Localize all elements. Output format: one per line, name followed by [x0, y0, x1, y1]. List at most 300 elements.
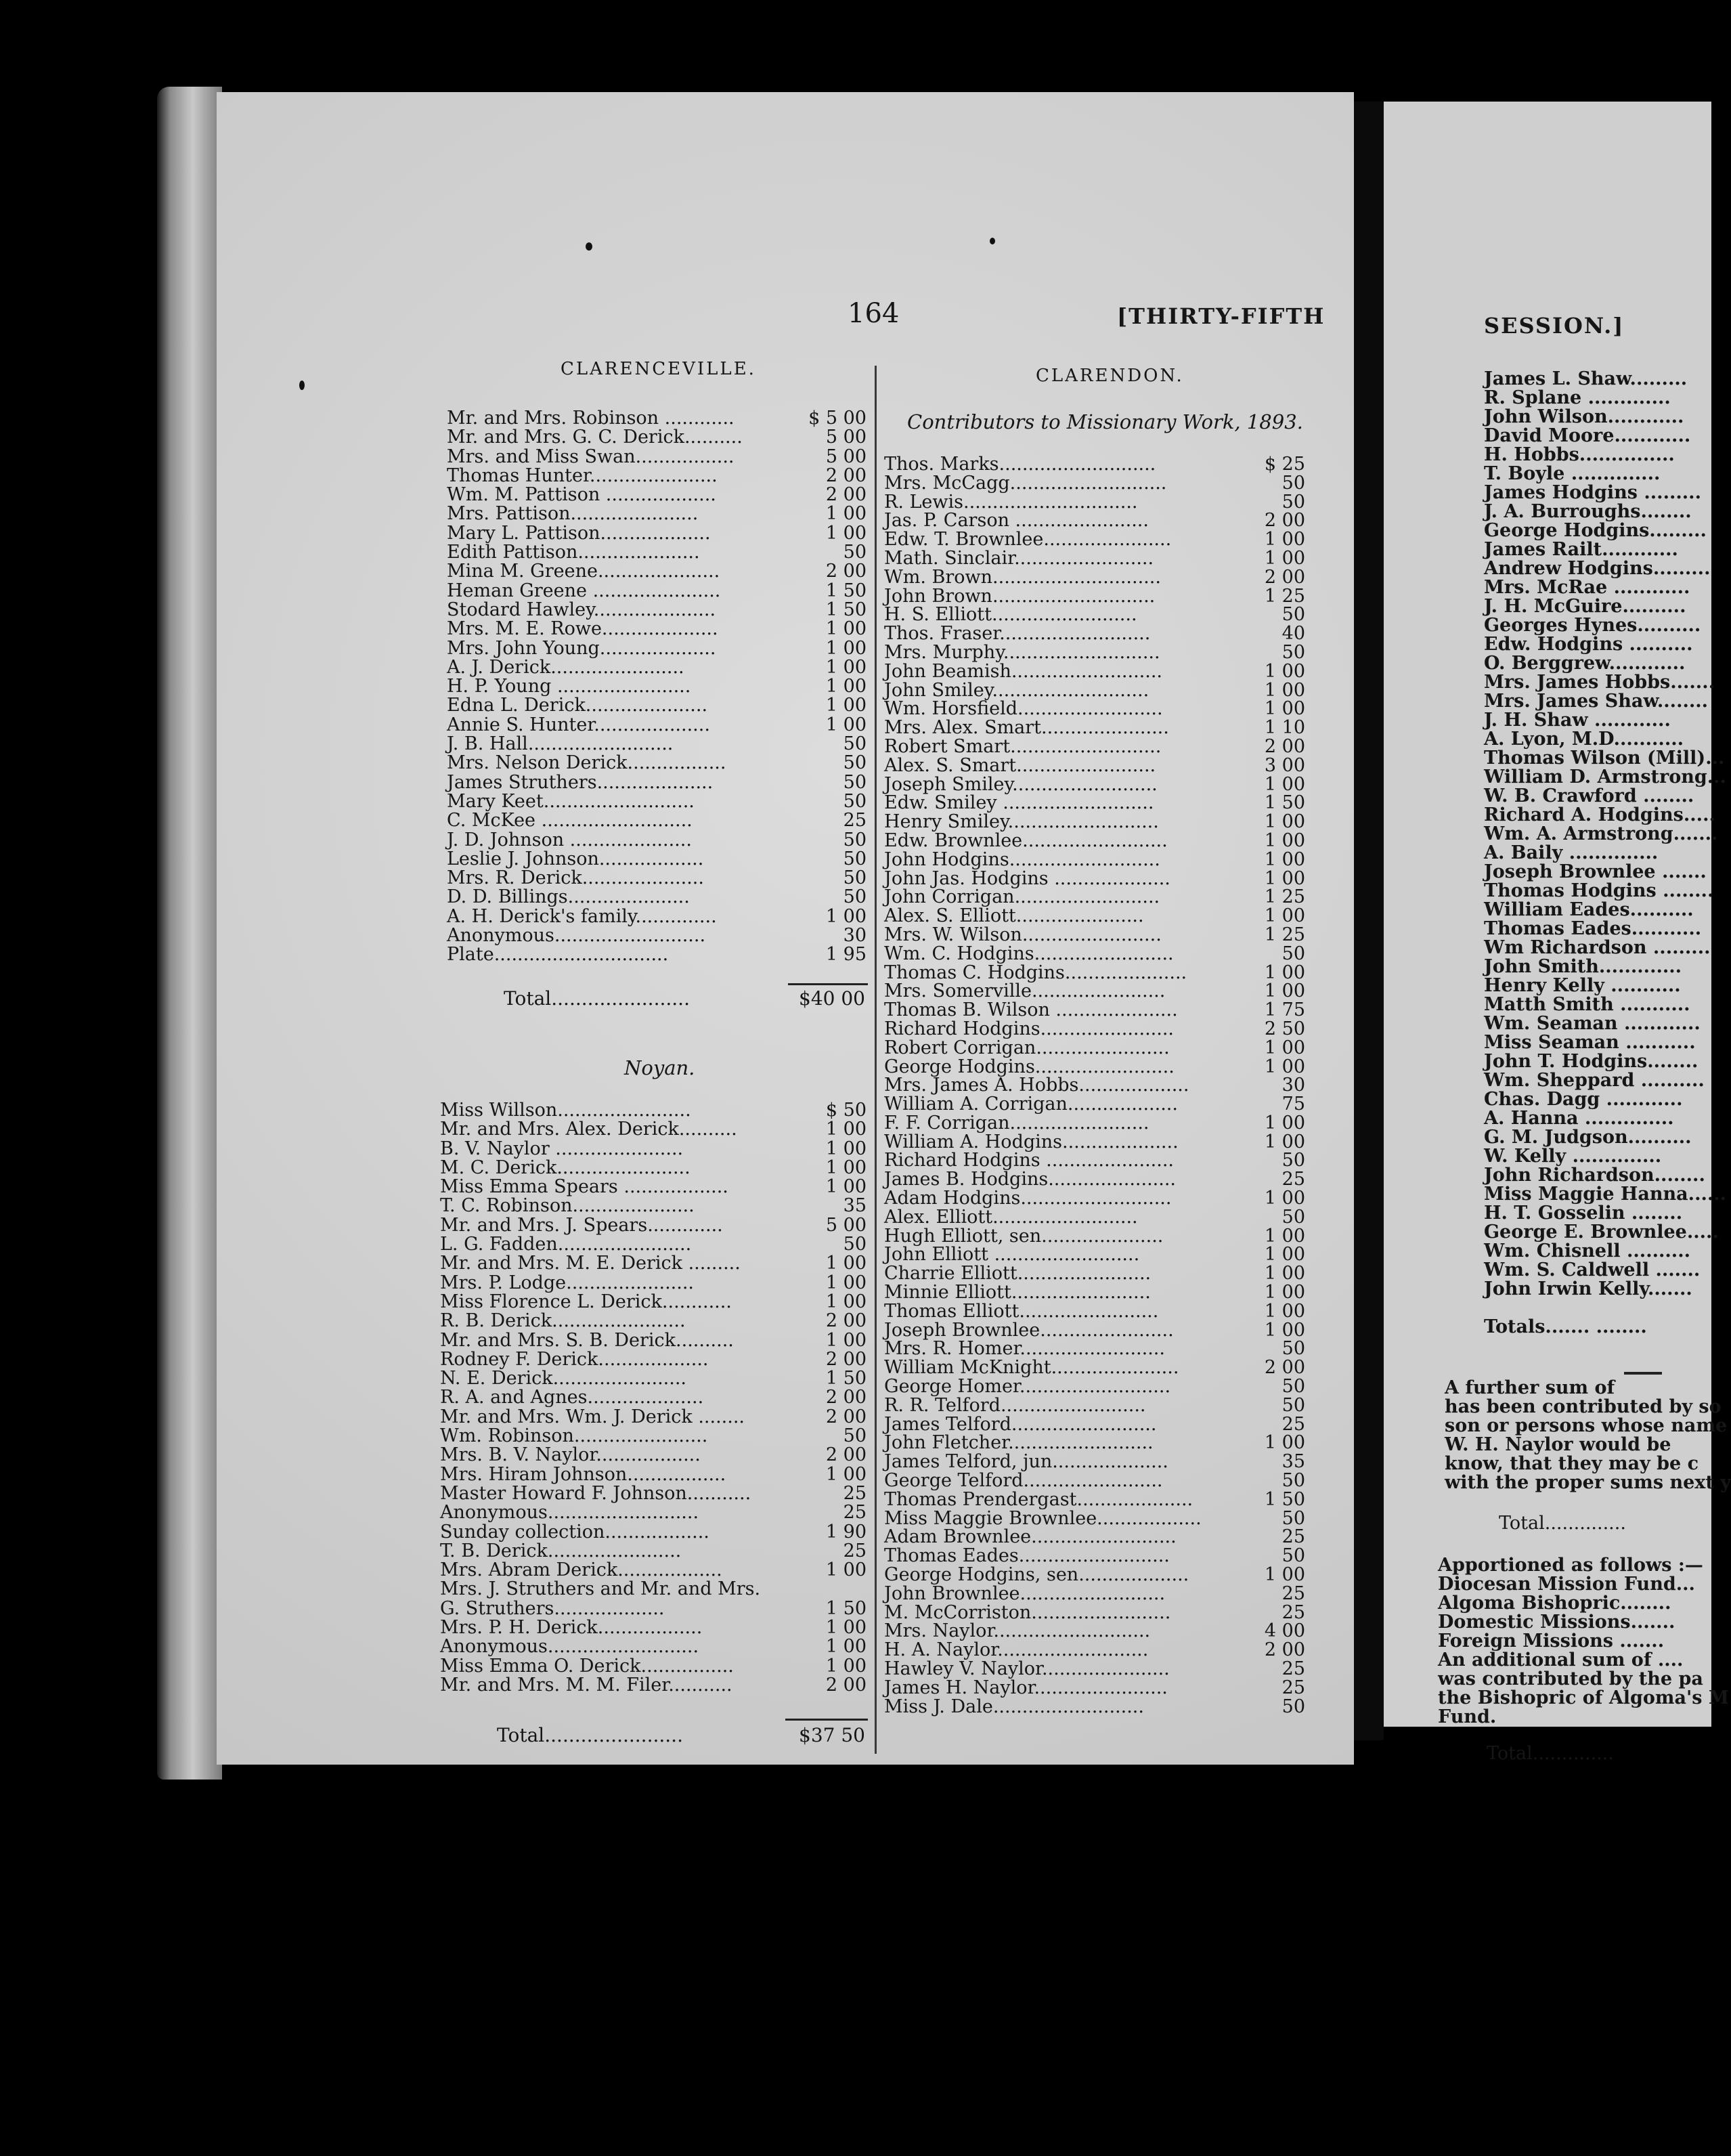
contribution-amount: 2 00	[825, 561, 867, 582]
contribution-amount: 1 00	[825, 1272, 867, 1293]
list-item	[884, 1039, 1305, 1058]
list-item	[447, 869, 867, 888]
contributor-name: Mrs. Somerville.......................	[884, 980, 1166, 1002]
contribution-amount: 2 00	[825, 484, 867, 506]
text-line: George E. Brownlee.....	[1484, 1222, 1719, 1243]
text-line: Wm Richardson .........	[1484, 937, 1711, 958]
contributor-name: Joseph Smiley.........................	[884, 773, 1158, 795]
list-item	[884, 775, 1305, 794]
list-item	[884, 1264, 1305, 1283]
contributor-name: Thomas Eades..........................	[884, 1545, 1170, 1567]
contribution-amount: 1 50	[1264, 792, 1305, 814]
contributor-name: Math. Sinclair........................	[884, 547, 1154, 569]
contribution-amount: 35	[1281, 1451, 1305, 1473]
list-item	[884, 1415, 1305, 1434]
list-item	[884, 888, 1305, 907]
contributor-name: Anonymous..........................	[440, 1502, 699, 1524]
list-item	[884, 1679, 1305, 1698]
contributor-name: R. R. Telford.........................	[884, 1394, 1146, 1416]
list-item	[884, 907, 1305, 926]
contributor-name: Wm. C. Hodgins........................	[884, 943, 1174, 964]
contribution-amount: 50	[843, 790, 867, 812]
contributor-name: G. Struthers...................	[440, 1597, 665, 1619]
list-item	[884, 982, 1305, 1001]
list-item	[884, 1509, 1305, 1528]
contributor-name: Wm. Brown.............................	[884, 566, 1161, 588]
ink-mark	[990, 238, 995, 244]
clarenceville-heading: CLARENCEVILLE.	[561, 359, 756, 379]
list-item	[440, 1599, 867, 1618]
clarendon-heading: CLARENDON.	[1036, 366, 1184, 386]
contributor-name: Edw. Smiley ..........................	[884, 792, 1154, 814]
contributor-name: Mrs. Murphy...........................	[884, 641, 1160, 663]
text-line: Fund.	[1438, 1706, 1497, 1727]
apportioned-list	[1438, 1556, 1729, 1727]
contributor-name: Adam Brownlee.........................	[884, 1526, 1177, 1548]
list-item	[447, 945, 867, 964]
contribution-amount: 50	[843, 848, 867, 869]
contribution-amount: 1 50	[825, 580, 867, 601]
text-line: Richard A. Hodgins.....	[1484, 804, 1715, 825]
contribution-amount: 25	[1281, 1677, 1305, 1698]
list-item	[884, 1339, 1305, 1358]
contributor-name: Thomas Prendergast....................	[884, 1488, 1193, 1510]
list-item	[884, 1698, 1305, 1717]
contributor-name: Thomas C. Hodgins.....................	[884, 962, 1187, 983]
contribution-amount: 1 00	[1264, 679, 1305, 701]
contribution-amount: 1 00	[1264, 547, 1305, 569]
list-item	[440, 1350, 867, 1369]
text-line: G. M. Judgson..........	[1484, 1127, 1692, 1148]
clarendon-list	[884, 455, 1305, 1716]
contributor-name: Mrs. Naylor...........................	[884, 1620, 1151, 1642]
text-line: Miss Maggie Hanna......	[1484, 1184, 1727, 1205]
contribution-amount: 1 00	[1264, 1112, 1305, 1134]
text-line: R. Splane .............	[1484, 387, 1671, 408]
contributor-name: James B. Hodgins......................	[884, 1169, 1177, 1190]
list-item	[884, 1622, 1305, 1641]
contribution-amount: 1 00	[1264, 1037, 1305, 1058]
contribution-amount: 25	[843, 810, 867, 832]
list-item	[884, 474, 1305, 493]
clarendon-subheading: Contributors to Missionary Work, 1893.	[907, 410, 1303, 433]
list-item	[447, 735, 867, 754]
contributor-name: Alex. Elliott.........................	[884, 1206, 1138, 1228]
list-item	[884, 1452, 1305, 1471]
clarenceville-total	[504, 987, 869, 1010]
contribution-amount: 1 00	[825, 1463, 867, 1485]
contributor-name: Mrs. R. Derick.....................	[447, 867, 704, 889]
contribution-amount: 1 25	[1264, 886, 1305, 908]
list-item	[884, 1245, 1305, 1264]
list-item	[884, 568, 1305, 587]
text-line: Wm. Seaman ............	[1484, 1013, 1701, 1034]
contribution-amount: 1 00	[1264, 1131, 1305, 1152]
text-line: John Smith.............	[1484, 956, 1682, 977]
text-line: John Irwin Kelly.......	[1484, 1278, 1692, 1299]
text-line: H. T. Gosselin ........	[1484, 1203, 1683, 1224]
list-item	[884, 926, 1305, 945]
contributor-name: Wm. Horsfield.........................	[884, 698, 1163, 720]
contribution-amount: 50	[1281, 1394, 1305, 1416]
list-item	[447, 773, 867, 792]
contribution-amount: 2 00	[825, 1387, 867, 1408]
list-item	[884, 662, 1305, 681]
list-item	[440, 1637, 867, 1656]
list-item	[440, 1196, 867, 1215]
text-line: Miss Seaman ...........	[1484, 1032, 1696, 1053]
contributor-name: George Homer..........................	[884, 1376, 1171, 1398]
list-item	[884, 1377, 1305, 1396]
contribution-amount: 1 00	[825, 1329, 867, 1351]
contribution-amount: 1 50	[1264, 1488, 1305, 1510]
contributor-name: John Brownlee.........................	[884, 1582, 1166, 1604]
text-line: T. Boyle ..............	[1484, 463, 1661, 484]
list-item	[440, 1657, 867, 1676]
text-line: A further sum of	[1445, 1377, 1615, 1398]
contributor-name: James H. Naylor.......................	[884, 1677, 1168, 1698]
contribution-amount: 1 00	[825, 1291, 867, 1312]
list-item	[884, 681, 1305, 700]
contributor-name: Hawley V. Naylor......................	[884, 1658, 1170, 1679]
list-item	[884, 1358, 1305, 1377]
list-item	[884, 1151, 1305, 1170]
list-item	[440, 1676, 867, 1695]
contributor-name: T. C. Robinson.....................	[440, 1195, 695, 1217]
contributor-name: Mrs. McCagg...........................	[884, 472, 1167, 494]
contribution-amount: 5 00	[825, 1214, 867, 1236]
list-item	[884, 1227, 1305, 1246]
contributor-name: George Hodgins, sen...................	[884, 1564, 1189, 1586]
text-line: Diocesan Mission Fund...	[1438, 1574, 1695, 1595]
contribution-amount: 1 00	[825, 1617, 867, 1639]
ink-mark	[586, 242, 592, 251]
list-item	[884, 605, 1305, 624]
contribution-amount: 1 00	[825, 1176, 867, 1198]
list-item	[447, 716, 867, 735]
total-label: Total.......................	[497, 1724, 683, 1746]
contributor-name: Mrs. Hiram Johnson.................	[440, 1463, 726, 1485]
text-line: has been contributed by so	[1445, 1396, 1722, 1417]
list-item	[440, 1178, 867, 1196]
contribution-amount: 1 00	[1264, 1282, 1305, 1303]
contribution-amount: 2 00	[1264, 566, 1305, 588]
text-line: Wm. Sheppard ..........	[1484, 1070, 1705, 1091]
contribution-amount: 50	[1281, 491, 1305, 513]
contributor-name: Sunday collection..................	[440, 1521, 709, 1543]
contributor-name: B. V. Naylor ......................	[440, 1138, 684, 1159]
contributor-name: Annie S. Hunter....................	[447, 714, 710, 735]
contribution-amount: 50	[1281, 1206, 1305, 1228]
list-item	[440, 1216, 867, 1235]
contribution-amount: 1 00	[1264, 867, 1305, 889]
contributor-name: Adam Hodgins..........................	[884, 1188, 1172, 1209]
contribution-amount: 1 00	[1264, 962, 1305, 983]
list-item	[440, 1427, 867, 1446]
contribution-amount: 35	[843, 1195, 867, 1217]
contributor-name: A. J. Derick.......................	[447, 656, 684, 678]
contribution-amount: 25	[1281, 1169, 1305, 1190]
text-line: W. H. Naylor would be	[1445, 1434, 1671, 1455]
contribution-amount: 1 00	[1264, 811, 1305, 833]
list-item	[884, 1133, 1305, 1152]
text-line: Chas. Dagg ............	[1484, 1089, 1683, 1110]
list-item	[447, 524, 867, 543]
text-line: William Eades..........	[1484, 899, 1694, 920]
contributor-name: John Fletcher.........................	[884, 1432, 1154, 1454]
contributor-name: Mr. and Mrs. M. M. Filer...........	[440, 1674, 732, 1696]
list-item	[447, 926, 867, 945]
contributor-name: Edw. Brownlee.........................	[884, 829, 1168, 851]
text-line: William D. Armstrong...	[1484, 767, 1726, 788]
contributor-name: Mr. and Mrs. Wm. J. Derick ........	[440, 1406, 745, 1427]
contributor-name: George Hodgins........................	[884, 1056, 1175, 1077]
contribution-amount: 1 00	[825, 676, 867, 697]
contributor-name: Edith Pattison.....................	[447, 542, 700, 563]
list-item	[440, 1120, 867, 1139]
list-item	[884, 1660, 1305, 1679]
contributor-name: Mr. and Mrs. J. Spears.............	[440, 1214, 723, 1236]
contribution-amount: 1 00	[1264, 1225, 1305, 1247]
list-item	[884, 1001, 1305, 1020]
text-line: James L. Shaw.........	[1484, 368, 1688, 389]
contributor-name: John Jas. Hodgins ....................	[884, 867, 1170, 889]
contributor-name: James Telford.........................	[884, 1413, 1157, 1435]
list-item	[884, 1114, 1305, 1133]
list-item	[884, 624, 1305, 643]
right-page	[1384, 102, 1731, 1764]
contribution-amount: 1 50	[825, 599, 867, 620]
contribution-amount: 50	[843, 733, 867, 755]
text-line: Mrs. McRae ............	[1484, 577, 1690, 598]
contributor-name: N. E. Derick.......................	[440, 1368, 686, 1389]
contributor-name: H. S. Elliott.........................	[884, 604, 1137, 626]
contribution-amount: 25	[1281, 1601, 1305, 1623]
running-head: [THIRTY-FIFTH	[1117, 303, 1325, 329]
text-line: Algoma Bishopric........	[1438, 1593, 1671, 1614]
list-item	[884, 1189, 1305, 1208]
contribution-amount: 1 00	[1264, 905, 1305, 927]
list-item	[440, 1484, 867, 1503]
text-line: Domestic Missions.......	[1438, 1612, 1675, 1633]
contributor-name: H. A. Naylor..........................	[884, 1639, 1149, 1661]
contributor-name: Minnie Elliott........................	[884, 1282, 1151, 1303]
list-item	[447, 448, 867, 467]
list-item	[884, 1283, 1305, 1302]
contributor-name: Heman Greene ......................	[447, 580, 721, 601]
list-item	[447, 677, 867, 696]
list-item	[884, 869, 1305, 888]
list-item	[884, 530, 1305, 549]
contributor-name: James Telford, jun....................	[884, 1451, 1168, 1473]
text-line: son or persons whose name	[1445, 1415, 1728, 1436]
column-rule	[875, 366, 877, 1754]
text-line: Totals....... ........	[1484, 1316, 1647, 1337]
contributor-name: James Struthers....................	[447, 771, 714, 793]
contributor-name: Alex. S. Elliott......................	[884, 905, 1144, 927]
text-line: Wm. S. Caldwell .......	[1484, 1259, 1701, 1280]
noyan-total	[497, 1724, 869, 1746]
list-item	[884, 794, 1305, 813]
contributor-name: William A. Corrigan...................	[884, 1094, 1178, 1115]
contribution-amount: $ 5 00	[808, 408, 867, 429]
contribution-amount: 1 00	[1264, 529, 1305, 551]
contributor-name: Thomas B. Wilson .....................	[884, 999, 1178, 1021]
contributor-name: J. D. Johnson .....................	[447, 829, 692, 850]
text-line: George Hodgins.........	[1484, 520, 1707, 541]
contribution-amount: 50	[843, 771, 867, 793]
contributor-name: Wm. M. Pattison ...................	[447, 484, 716, 506]
list-item	[440, 1523, 867, 1542]
contributor-name: Richard Hodgins ......................	[884, 1150, 1174, 1171]
contribution-amount: 1 00	[1264, 1432, 1305, 1454]
contributor-name: H. P. Young .......................	[447, 676, 691, 697]
page-number: 164	[848, 298, 900, 329]
ink-mark	[299, 381, 305, 390]
contribution-amount: 1 50	[825, 1368, 867, 1389]
contributor-name: Mrs. Pattison......................	[447, 503, 699, 525]
total-rule	[1624, 1372, 1662, 1375]
list-item	[884, 643, 1305, 662]
list-item	[440, 1293, 867, 1312]
contribution-amount: 1 00	[1264, 1564, 1305, 1586]
text-line: Matth Smith ...........	[1484, 994, 1690, 1015]
further-total: Total..............	[1499, 1513, 1626, 1534]
text-line: James Hodgins .........	[1484, 482, 1701, 503]
list-item	[884, 493, 1305, 512]
list-item	[884, 699, 1305, 718]
contribution-amount: 50	[843, 867, 867, 889]
text-line: H. Hobbs...............	[1484, 444, 1675, 465]
list-item	[884, 1020, 1305, 1039]
contribution-amount: 1 00	[1264, 1244, 1305, 1266]
contributor-name: Miss Willson.......................	[440, 1100, 691, 1121]
contribution-amount: 1 00	[1264, 1319, 1305, 1341]
contributor-name: Edna L. Derick.....................	[447, 695, 708, 716]
contribution-amount: 1 00	[1264, 1056, 1305, 1077]
list-item	[440, 1408, 867, 1427]
contributor-name: Mrs. John Young....................	[447, 637, 716, 659]
text-line: the Bishopric of Algoma's M	[1438, 1687, 1729, 1708]
text-line: Wm. Chisnell ..........	[1484, 1241, 1690, 1262]
text-line: Joseph Brownlee .......	[1484, 861, 1707, 882]
text-line: O. Berggrew............	[1484, 653, 1686, 674]
contribution-amount: 2 00	[825, 1444, 867, 1466]
list-item	[884, 1433, 1305, 1452]
contribution-amount: 50	[1281, 604, 1305, 626]
contribution-amount: 50	[1281, 1507, 1305, 1529]
contributor-name: Robert Corrigan.......................	[884, 1037, 1170, 1058]
contribution-amount: 50	[1281, 472, 1305, 494]
list-item	[884, 1528, 1305, 1547]
text-line: Edw. Hodgins ..........	[1484, 634, 1693, 655]
text-line: John Richardson........	[1484, 1165, 1705, 1186]
list-item	[447, 811, 867, 830]
list-item	[440, 1101, 867, 1120]
contribution-amount: 25	[843, 1540, 867, 1561]
contributor-name: William A. Hodgins....................	[884, 1131, 1179, 1152]
list-item	[884, 813, 1305, 832]
contributor-name: L. G. Fadden.......................	[440, 1234, 692, 1255]
list-item	[440, 1561, 867, 1580]
contribution-amount: 2 00	[825, 1310, 867, 1332]
list-item	[884, 1641, 1305, 1660]
contribution-amount: 1 25	[1264, 585, 1305, 607]
contribution-amount: 1 00	[825, 1119, 867, 1140]
list-item	[447, 831, 867, 850]
list-item	[440, 1618, 867, 1637]
final-total: Total..............	[1487, 1743, 1614, 1764]
contributor-name: Miss Florence L. Derick............	[440, 1291, 732, 1312]
contributor-name: Mr. and Mrs. Robinson ............	[447, 408, 735, 429]
contributor-name: John Hodgins..........................	[884, 848, 1160, 870]
list-item	[884, 1566, 1305, 1584]
list-item	[884, 945, 1305, 964]
list-item	[447, 620, 867, 639]
text-line: Wm. A. Armstrong.......	[1484, 823, 1718, 844]
list-item	[440, 1580, 867, 1599]
list-item	[884, 829, 1305, 851]
contributor-name: George Telford........................	[884, 1470, 1163, 1492]
contribution-amount: 1 00	[825, 503, 867, 525]
contribution-amount: 2 00	[825, 1406, 867, 1427]
contributor-name: F. F. Corrigan........................	[884, 1112, 1149, 1134]
contribution-amount: 1 00	[1264, 829, 1305, 851]
contributor-name: C. McKee ..........................	[447, 810, 693, 832]
noyan-heading: Noyan.	[624, 1056, 695, 1079]
text-line: Apportioned as follows :—	[1438, 1555, 1703, 1576]
running-head-next: SESSION.]	[1484, 313, 1625, 339]
list-item	[884, 511, 1305, 530]
list-item	[447, 428, 867, 447]
text-line: J. H. Shaw ............	[1484, 710, 1671, 731]
total-rule	[785, 1719, 868, 1721]
list-item	[447, 562, 867, 581]
contributor-name: Mrs. W. Wilson........................	[884, 924, 1162, 945]
list-item	[884, 1076, 1305, 1095]
contribution-amount: 2 00	[825, 1674, 867, 1696]
contributor-name: Jas. P. Carson .......................	[884, 510, 1149, 532]
contribution-amount: 30	[1281, 1075, 1305, 1096]
text-line: was contributed by the pa	[1438, 1668, 1703, 1689]
contribution-amount: 1 00	[825, 618, 867, 640]
next-page-list	[1484, 368, 1727, 1337]
list-item	[440, 1274, 867, 1293]
contribution-amount: 2 50	[1264, 1018, 1305, 1039]
contribution-amount: 1 00	[1264, 698, 1305, 720]
contributor-name: John Brown............................	[884, 585, 1156, 607]
contributor-name: Mrs. and Miss Swan.................	[447, 446, 735, 467]
text-line: Henry Kelly ...........	[1484, 975, 1681, 996]
list-item	[884, 737, 1305, 756]
list-item	[884, 718, 1305, 737]
contribution-amount: 5 00	[825, 446, 867, 467]
contributor-name: John Elliott .........................	[884, 1244, 1140, 1266]
contributor-name: Stodard Hawley.....................	[447, 599, 716, 620]
contributor-name: Thomas Elliott........................	[884, 1300, 1159, 1322]
contributor-name: D. D. Billings.....................	[447, 886, 690, 908]
contributor-name: Alex. S. Smart........................	[884, 754, 1156, 776]
contributor-name: Wm. Robinson.......................	[440, 1425, 708, 1447]
list-item	[884, 1095, 1305, 1114]
contributor-name: Miss Emma Spears ..................	[440, 1176, 728, 1198]
contributor-name: Mina M. Greene.....................	[447, 561, 720, 582]
list-item	[447, 582, 867, 601]
contributor-name: Mrs. J. Struthers and Mr. and Mrs.	[440, 1578, 761, 1600]
contribution-amount: 2 00	[1264, 1639, 1305, 1661]
text-line: John Wilson............	[1484, 406, 1684, 427]
contribution-amount: 50	[1281, 943, 1305, 964]
